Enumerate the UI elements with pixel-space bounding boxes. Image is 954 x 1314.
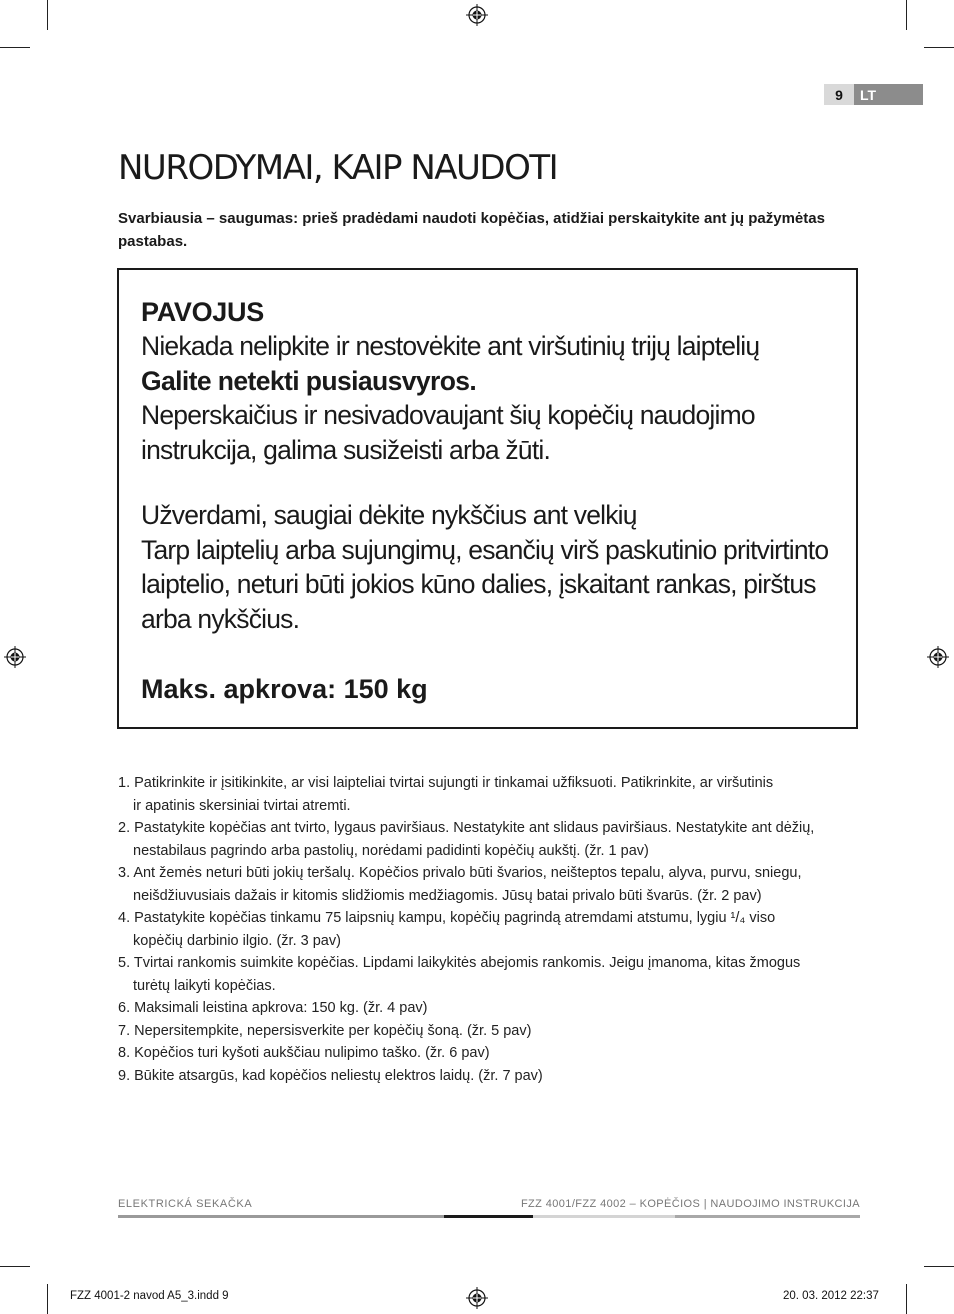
list-item-text: 9. Būkite atsargūs, kad kopėčios neliestų elektros laidų. (žr. 7 pav) xyxy=(118,1067,543,1084)
list-item-text: 6. Maksimali leistina apkrova: 150 kg. (žr. 4 pav) xyxy=(118,1000,428,1016)
page-title: NURODYMAI, KAIP NAUDOTI xyxy=(118,148,558,188)
registration-mark-icon xyxy=(466,4,488,26)
footer-rule xyxy=(444,1215,533,1218)
list-item-continuation: kopėčių darbinio ilgio. (žr. 3 pav) xyxy=(133,932,341,949)
crop-mark xyxy=(47,0,48,30)
footer-rule xyxy=(675,1215,860,1218)
list-item xyxy=(118,997,860,1020)
list-item-text: 2. Pastatykite kopėčias ant tvirto, lygaus paviršiaus. Nestatykite ant slidaus paviršiaus. Nestatykite ant dėžių, xyxy=(118,820,815,836)
warning-line: Neperskaičius ir nesivadovaujant šių kopėčių naudojimo xyxy=(141,400,755,430)
list-item-continuation: ir apatinis skersiniai tvirtai atremti. xyxy=(133,797,351,814)
warning-line: Užverdami, saugiai dėkite nykščius ant velkių xyxy=(141,500,637,530)
registration-mark-icon xyxy=(466,1287,488,1309)
max-load-label: Maks. apkrova: 150 kg xyxy=(141,674,428,704)
language-code: LT xyxy=(854,84,923,105)
intro-text: Svarbiausia – saugumas: prieš pradėdami naudoti kopėčias, atidžiai perskaitykite ant jų pažymėtas pastabas. xyxy=(118,210,825,250)
list-item xyxy=(118,1042,860,1065)
list-item xyxy=(118,772,860,817)
list-item-text: 4. Pastatykite kopėčias tinkamu 75 laipsnių kampu, kopėčių pagrindą atremdami atstumu, lygiu ¹/₄ viso xyxy=(118,910,776,926)
list-item-continuation: nestabilaus pagrindo arba pastolių, norėdami padidinti kopėčių aukštį. (žr. 1 pav) xyxy=(133,842,649,859)
list-item-continuation: turėtų laikyti kopėčias. xyxy=(133,977,276,994)
print-slug-date: 20. 03. 2012 22:37 xyxy=(783,1290,879,1302)
crop-mark xyxy=(0,1266,30,1267)
warning-line: laiptelio, neturi būti jokios kūno dalies, įskaitant rankas, pirštus xyxy=(141,569,816,599)
warning-heading: PAVOJUS xyxy=(141,297,264,327)
crop-mark xyxy=(924,1266,954,1267)
footer-rule xyxy=(118,1215,444,1218)
footer-left-text: ELEKTRICKÁ SEKAČKA xyxy=(118,1198,253,1210)
page-number-tab xyxy=(824,84,923,105)
list-item-continuation: neišdžiuvusiais dažais ir kitomis slidžiomis medžiagomis. Jūsų batai privalo būti švarūs. (žr. 2 pav) xyxy=(133,887,762,904)
warning-line: instrukcija, galima susižeisti arba žūti. xyxy=(141,434,551,465)
registration-mark-icon xyxy=(4,646,26,668)
list-item-text: 1. Patikrinkite ir įsitikinkite, ar visi laipteliai tvirtai sujungti ir tinkamai užfiksuoti. Patikrinkite, ar viršutinis xyxy=(118,775,774,791)
list-item-text: 7. Nepersitempkite, nepersisverkite per kopėčių šoną. (žr. 5 pav) xyxy=(118,1022,532,1039)
spacer xyxy=(141,636,834,672)
warning-line: arba nykščius. xyxy=(141,603,300,634)
warning-line: Tarp laiptelių arba sujungimų, esančių virš paskutinio pritvirtinto xyxy=(141,534,829,565)
crop-mark xyxy=(924,47,954,48)
list-item xyxy=(118,1020,860,1043)
footer-rule xyxy=(533,1215,675,1218)
list-item-text: 8. Kopėčios turi kyšoti aukščiau nulipimo taško. (žr. 6 pav) xyxy=(118,1045,490,1061)
warning-line-bold: Galite netekti pusiausvyros. xyxy=(141,365,477,396)
crop-mark xyxy=(47,1284,48,1314)
crop-mark xyxy=(906,0,907,30)
danger-warning-box xyxy=(117,268,858,729)
warning-line: Niekada nelipkite ir nestovėkite ant viršutinių trijų laiptelių xyxy=(141,331,760,361)
page-number: 9 xyxy=(824,84,854,105)
spacer xyxy=(141,467,834,498)
footer-right-text: FZZ 4001/FZZ 4002 – KOPĖČIOS | NAUDOJIMO INSTRUKCIJA xyxy=(520,1198,860,1210)
list-item xyxy=(118,952,860,997)
list-item-text: 3. Ant žemės neturi būti jokių teršalų. Kopėčios privalo būti švarios, neišteptos tepalu, alyva, purvu, sniegu, xyxy=(118,865,802,881)
instruction-list xyxy=(118,772,860,1087)
list-item xyxy=(118,817,860,862)
crop-mark xyxy=(906,1284,907,1314)
list-item xyxy=(118,862,860,907)
print-slug-file: FZZ 4001-2 navod A5_3.indd 9 xyxy=(70,1290,229,1302)
list-item xyxy=(118,1065,860,1088)
registration-mark-icon xyxy=(927,646,949,668)
list-item-text: 5. Tvirtai rankomis suimkite kopėčias. Lipdami laikykitės abejomis rankomis. Jeigu įmanoma, kitas žmogus xyxy=(118,955,801,971)
crop-mark xyxy=(0,47,30,48)
list-item xyxy=(118,907,860,952)
